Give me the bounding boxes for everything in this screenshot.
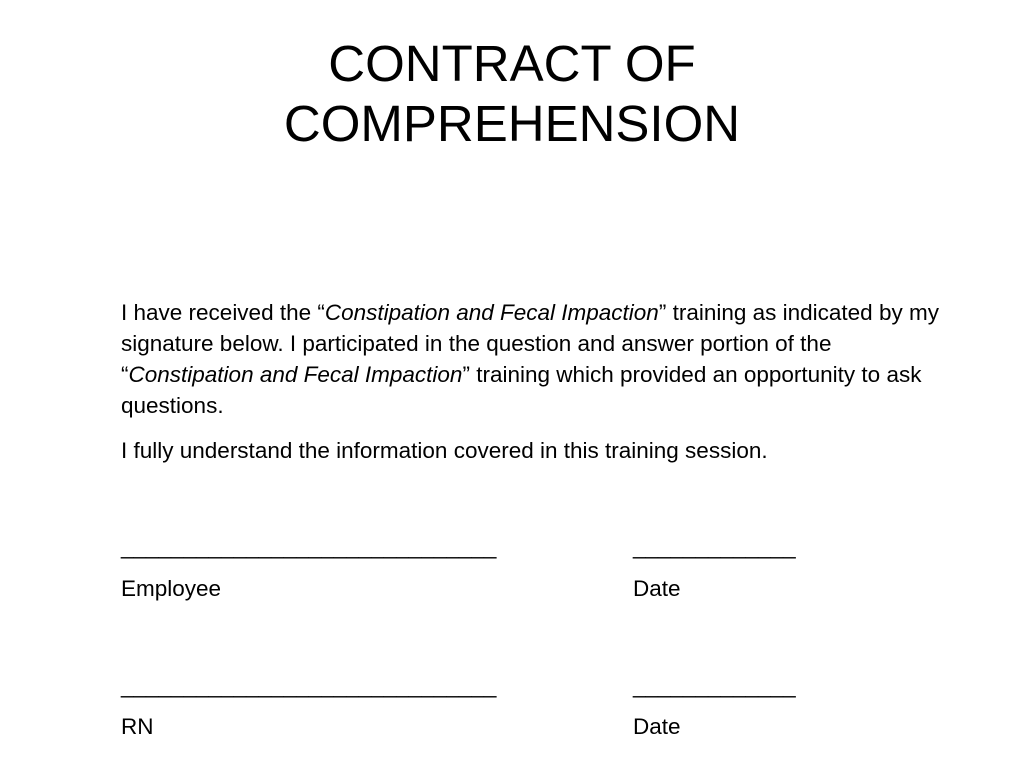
title-line-1: CONTRACT OF: [328, 35, 696, 92]
rn-label: RN: [121, 714, 154, 739]
training-name: Constipation and Fecal Impaction: [324, 300, 659, 325]
rn-date-label: Date: [633, 714, 681, 739]
understanding-paragraph: I fully understand the information covered in this training session.: [121, 438, 768, 463]
title-line-2: COMPREHENSION: [283, 95, 741, 152]
employee-label: Employee: [121, 576, 222, 601]
contract-body: [121, 297, 951, 466]
training-name: Constipation and Fecal Impaction: [128, 362, 463, 387]
acknowledgement-paragraph: [121, 297, 951, 421]
employee-signature-line[interactable]: ______________________________: [121, 534, 497, 559]
paragraph-text: I have received the “: [121, 300, 325, 325]
employee-date-label: Date: [633, 576, 681, 601]
paragraph-text: ” training as indicated by my signature below. I participated in the question and answer portion of the “: [121, 300, 939, 387]
paragraph-text: ” training which provided an opportunity to ask questions.: [121, 362, 922, 418]
employee-date-line[interactable]: _____________: [633, 534, 796, 559]
rn-signature-line[interactable]: ______________________________: [121, 673, 497, 698]
rn-date-line[interactable]: _____________: [633, 673, 796, 698]
document-title: [0, 34, 1024, 154]
